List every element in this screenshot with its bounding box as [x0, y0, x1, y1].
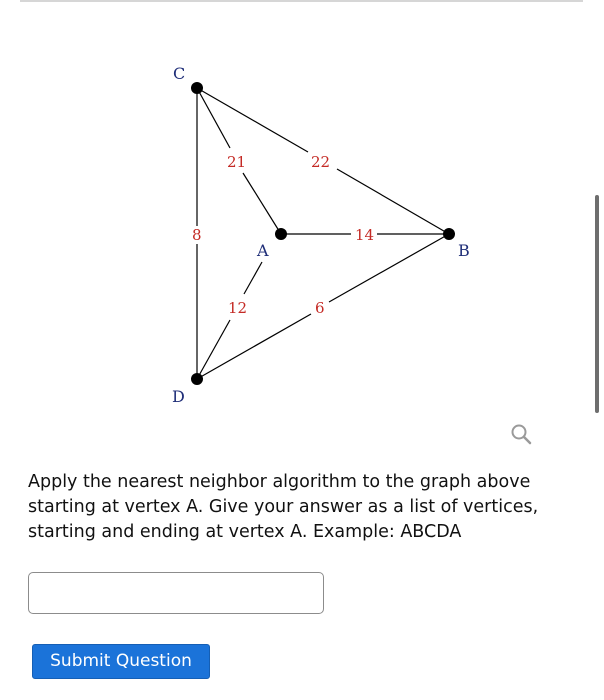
vertex-c	[191, 82, 203, 94]
edge-c-b	[337, 169, 449, 234]
magnifier-icon[interactable]	[507, 420, 537, 450]
question-text: Apply the nearest neighbor algorithm to the graph above starting at vertex A. Give your answer as a list of vertices, starting and ending at vertex A. Example: ABCDA	[28, 472, 539, 542]
edge-c-b	[197, 88, 308, 152]
edge-weight-c-a: 21	[227, 153, 247, 171]
edge-a-d	[244, 262, 262, 294]
edge-d-b	[197, 314, 311, 379]
edge-d-b	[329, 234, 449, 302]
vertex-d	[191, 373, 203, 385]
edge-c-a	[243, 173, 281, 234]
edge-weight-c-b: 22	[311, 153, 331, 171]
edge-weight-a-d: 12	[228, 299, 248, 317]
submit-question-button[interactable]: Submit Question	[32, 644, 210, 679]
vertex-label-c: C	[173, 64, 186, 83]
vertex-b	[443, 228, 455, 240]
vertex-label-a: A	[257, 241, 269, 260]
edge-weight-c-d: 8	[192, 226, 202, 244]
edge-weight-a-b: 14	[355, 226, 375, 244]
vertex-label-d: D	[172, 387, 185, 406]
edge-weight-d-b: 6	[315, 299, 325, 317]
vertex-label-b: B	[458, 241, 470, 260]
scrollbar[interactable]	[595, 195, 599, 413]
vertex-a	[275, 228, 287, 240]
answer-input[interactable]	[28, 572, 324, 614]
